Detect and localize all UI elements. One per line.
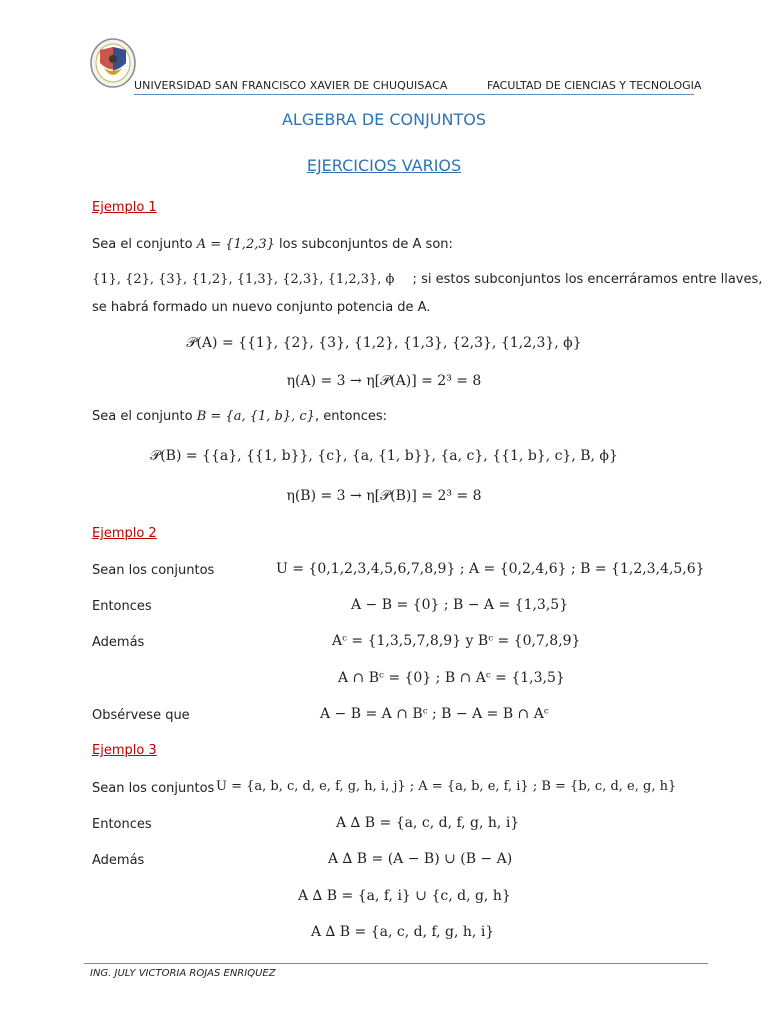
example-3-row3-label: Además [92,853,145,868]
example-3-row1-math: U = {a, b, c, d, e, f, g, h, i, j} ; A = {a, b, e, f, i} ; B = {b, c, d, e, g, h} [216,779,677,794]
header-university: UNIVERSIDAD SAN FRANCISCO XAVIER DE CHUQUISACA [134,79,448,92]
header-divider [134,94,694,95]
example-3-label: Ejemplo 3 [92,743,157,758]
example-2-row2-math: A − B = {0} ; B − A = {1,3,5} [351,597,569,613]
example-3-row5-math: A ∆ B = {a, c, d, f, g, h, i} [311,924,495,940]
example-2-row5-math: A − B = A ∩ Bᶜ ; B − A = B ∩ Aᶜ [320,706,549,722]
example-1-intro2 [92,409,387,424]
example-3-row1-label: Sean los conjuntos [92,781,215,796]
example-1-eq-power-set-a: 𝒫(A) = {{1}, {2}, {3}, {1,2}, {1,3}, {2,3}, {1,2,3}, ϕ} [186,335,582,351]
example-2-row4-math: A ∩ Bᶜ = {0} ; B ∩ Aᶜ = {1,3,5} [338,670,565,686]
example-1-eq-cardinality-a: η(A) = 3 → η[𝒫(A)] = 2³ = 8 [286,373,482,389]
example-2-label: Ejemplo 2 [92,526,157,541]
example-1-intro-post: los subconjuntos de A son: [274,237,453,252]
example-1-subsets [92,272,762,287]
example-3-row3-math: A ∆ B = (A − B) ∪ (B − A) [328,851,513,867]
example-1-intro-pre: Sea el conjunto [92,237,197,252]
example-2-row3-label: Además [92,635,145,650]
example-2-row1-label: Sean los conjuntos [92,563,215,578]
page-title: ALGEBRA DE CONJUNTOS [281,110,486,129]
example-1-subsets-text: ; si estos subconjuntos los encerráramos entre llaves, [408,272,763,287]
example-1-intro2-post: , entonces: [314,409,388,424]
example-1-intro2-pre: Sea el conjunto [92,409,197,424]
university-seal-logo [90,38,136,88]
example-2-row5-label: Obsérvese que [92,708,190,723]
example-1-label: Ejemplo 1 [92,200,157,215]
example-1-eq-cardinality-b: η(B) = 3 → η[𝒫(B)] = 2³ = 8 [286,488,482,504]
example-2-row2-label: Entonces [92,599,152,614]
example-2-row3-math: Aᶜ = {1,3,5,7,8,9} y Bᶜ = {0,7,8,9} [332,633,581,649]
example-2-row1-math: U = {0,1,2,3,4,5,6,7,8,9} ; A = {0,2,4,6} ; B = {1,2,3,4,5,6} [276,561,705,577]
example-1-intro-set: A = {1,2,3} [196,237,275,252]
example-1-eq-power-set-b: 𝒫(B) = {{a}, {{1, b}}, {c}, {a, {1, b}}, {a, c}, {{1, b}, c}, B, ϕ} [150,448,618,464]
example-3-row2-label: Entonces [92,817,152,832]
page-subtitle: EJERCICIOS VARIOS [306,156,462,175]
example-1-line3: se habrá formado un nuevo conjunto potencia de A. [92,300,431,315]
example-3-row4-math: A ∆ B = {a, f, i} ∪ {c, d, g, h} [298,888,511,904]
example-1-intro2-set: B = {a, {1, b}, c} [196,409,315,424]
header-faculty: FACULTAD DE CIENCIAS Y TECNOLOGIA [487,79,702,92]
example-3-row2-math: A ∆ B = {a, c, d, f, g, h, i} [336,815,520,831]
footer-divider [84,963,708,964]
example-1-intro [92,237,453,252]
footer-author: ING. JULY VICTORIA ROJAS ENRIQUEZ [90,968,276,979]
example-1-subsets-math: {1}, {2}, {3}, {1,2}, {1,3}, {2,3}, {1,2,3}, ϕ [92,272,395,287]
